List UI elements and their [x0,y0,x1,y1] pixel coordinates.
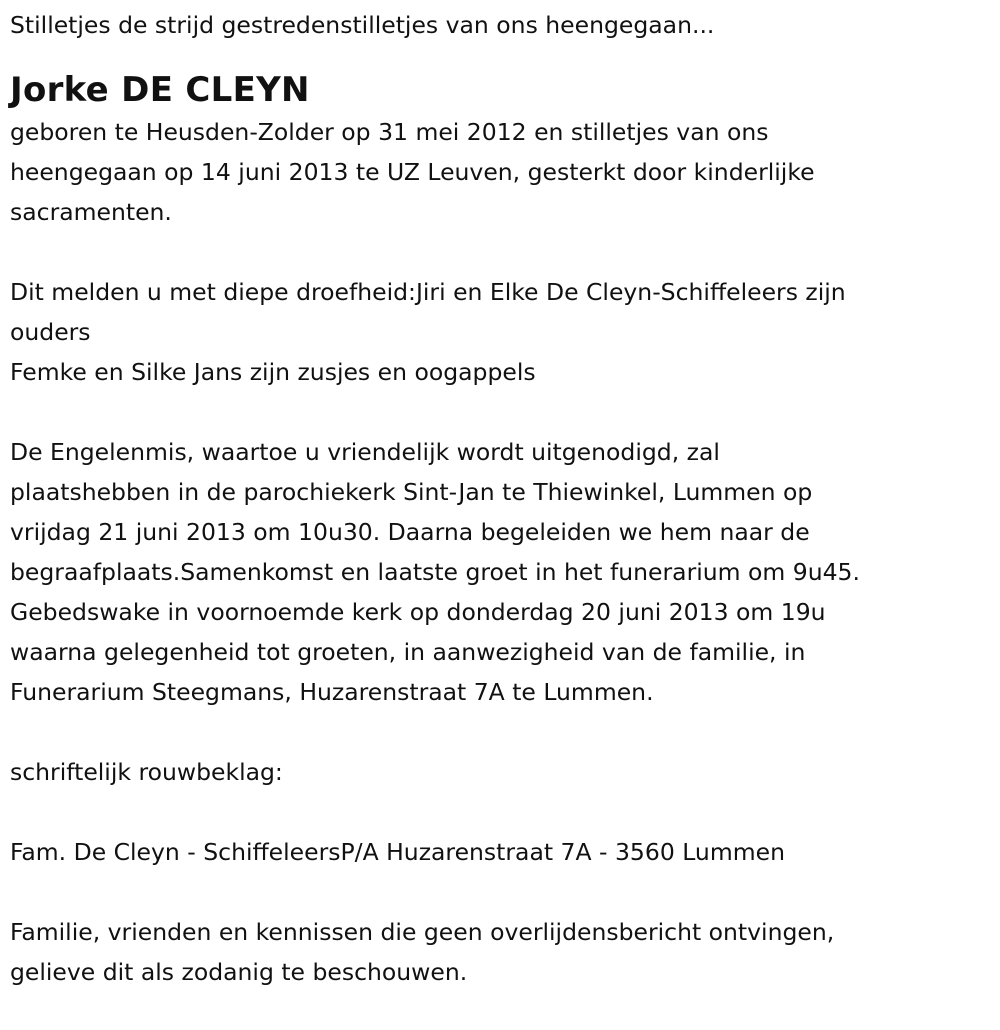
text-line: heengegaan op 14 juni 2013 te UZ Leuven, gesterkt door kinderlijke [10,158,815,186]
text-line: De Engelenmis, waartoe u vriendelijk wordt uitgenodigd, zal [10,438,720,466]
paragraph-spacer [10,392,990,432]
text-line: sacramenten. [10,198,172,226]
text-line: schriftelijk rouwbeklag: [10,758,283,786]
text-line: Fam. De Cleyn - SchiffeleersP/A Huzarenstraat 7A - 3560 Lummen [10,838,785,866]
closing-paragraph [10,912,990,992]
intro-line: Stilletjes de strijd gestredenstilletjes van ons heengegaan... [10,11,715,39]
ceremony-paragraph [10,432,990,712]
text-line: geboren te Heusden-Zolder op 31 mei 2012 en stilletjes van ons [10,118,769,146]
text-line: Dit melden u met diepe droefheid:Jiri en Elke De Cleyn-Schiffeleers zijn [10,278,846,306]
announcement-paragraph [10,272,990,392]
text-line: begraafplaats.Samenkomst en laatste groet in het funerarium om 9u45. [10,558,860,586]
text-line: vrijdag 21 juni 2013 om 10u30. Daarna begeleiden we hem naar de [10,518,810,546]
paragraph-spacer [10,872,990,912]
condolence-label [10,752,990,792]
text-line: plaatshebben in de parochiekerk Sint-Jan te Thiewinkel, Lummen op [10,478,813,506]
text-line: Familie, vrienden en kennissen die geen overlijdensbericht ontvingen, [10,918,835,946]
birth-death-paragraph [10,112,990,232]
text-line: Gebedswake in voornoemde kerk op donderdag 20 juni 2013 om 19u [10,598,826,626]
deceased-name: Jorke DE CLEYN [10,70,310,110]
text-line: waarna gelegenheid tot groeten, in aanwezigheid van de familie, in [10,638,806,666]
paragraph-spacer [10,712,990,752]
paragraph-spacer [10,232,990,272]
condolence-address [10,832,990,872]
text-line: Funerarium Steegmans, Huzarenstraat 7A te Lummen. [10,678,654,706]
paragraph-spacer [10,792,990,832]
text-line: ouders [10,318,91,346]
text-line: gelieve dit als zodanig te beschouwen. [10,958,468,986]
text-line: Femke en Silke Jans zijn zusjes en oogappels [10,358,536,386]
